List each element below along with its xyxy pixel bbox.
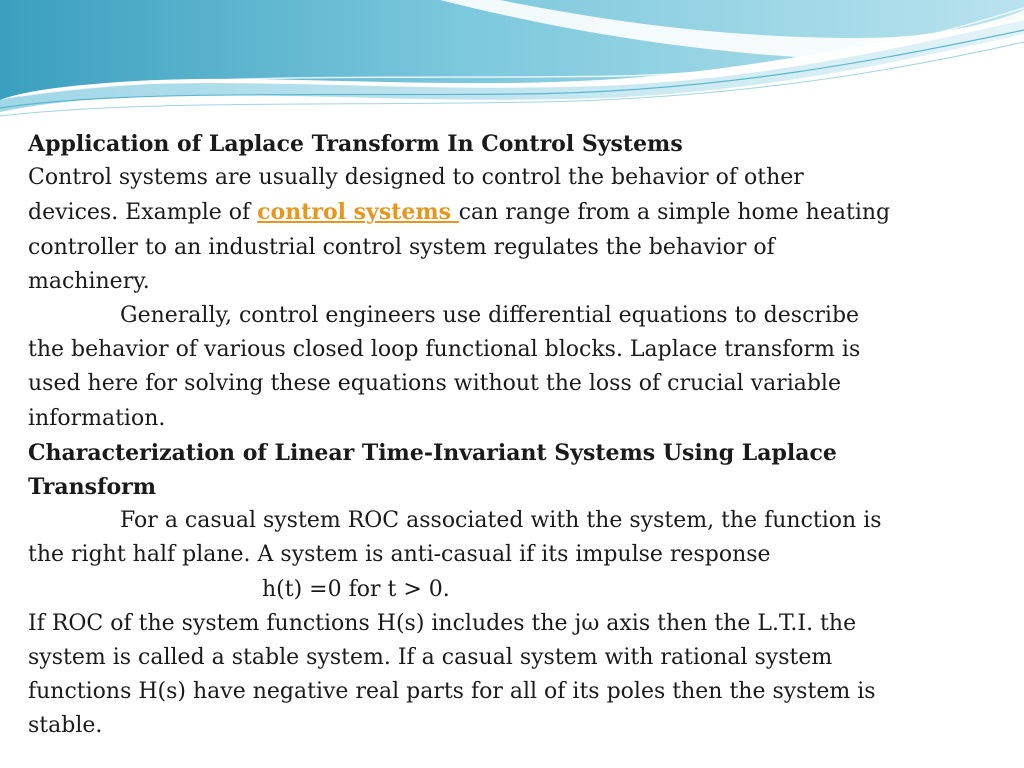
paragraph-1-line-2-post: can range from a simple home heating — [458, 200, 891, 226]
paragraph-1-line-3: controller to an industrial control system regulates the behavior of — [28, 234, 775, 260]
paragraph-1-line-2 — [28, 195, 1003, 230]
paragraph-4-line-3: functions H(s) have negative real parts for all of its poles then the system is — [28, 679, 876, 705]
paragraph-2-line-4: information. — [28, 405, 166, 431]
paragraph-2-line-2: the behavior of various closed loop functional blocks. Laplace transform is — [28, 337, 861, 363]
control-systems-link[interactable]: control systems — [257, 199, 459, 226]
paragraph-1-line-4: machinery. — [28, 268, 150, 294]
paragraph-2-line-3: used here for solving these equations without the loss of crucial variable — [28, 371, 841, 397]
slide-body — [28, 127, 1003, 744]
paragraph-4-line-1: If ROC of the system functions H(s) includes the jω axis then the L.T.I. the — [28, 610, 857, 636]
heading-characterization-line-1: Characterization of Linear Time-Invariant Systems Using Laplace — [28, 439, 837, 466]
heading-characterization-line-2: Transform — [28, 474, 157, 501]
paragraph-2-line-1: Generally, control engineers use differential equations to describe — [120, 303, 860, 329]
paragraph-4-line-2: system is called a stable system. If a casual system with rational system — [28, 645, 833, 671]
paragraph-1-line-2-pre: devices. Example of — [28, 200, 258, 226]
paragraph-4-line-4: stable. — [28, 713, 103, 739]
paragraph-3-line-1: For a casual system ROC associated with the system, the function is — [120, 508, 882, 534]
heading-application: Application of Laplace Transform In Control Systems — [28, 131, 683, 157]
impulse-response-equation: h(t) =0 for t > 0. — [262, 576, 450, 602]
paragraph-3-line-2: the right half plane. A system is anti-casual if its impulse response — [28, 542, 771, 568]
wave-header-decoration — [0, 0, 1024, 125]
paragraph-1-line-1: Control systems are usually designed to control the behavior of other — [28, 165, 804, 191]
